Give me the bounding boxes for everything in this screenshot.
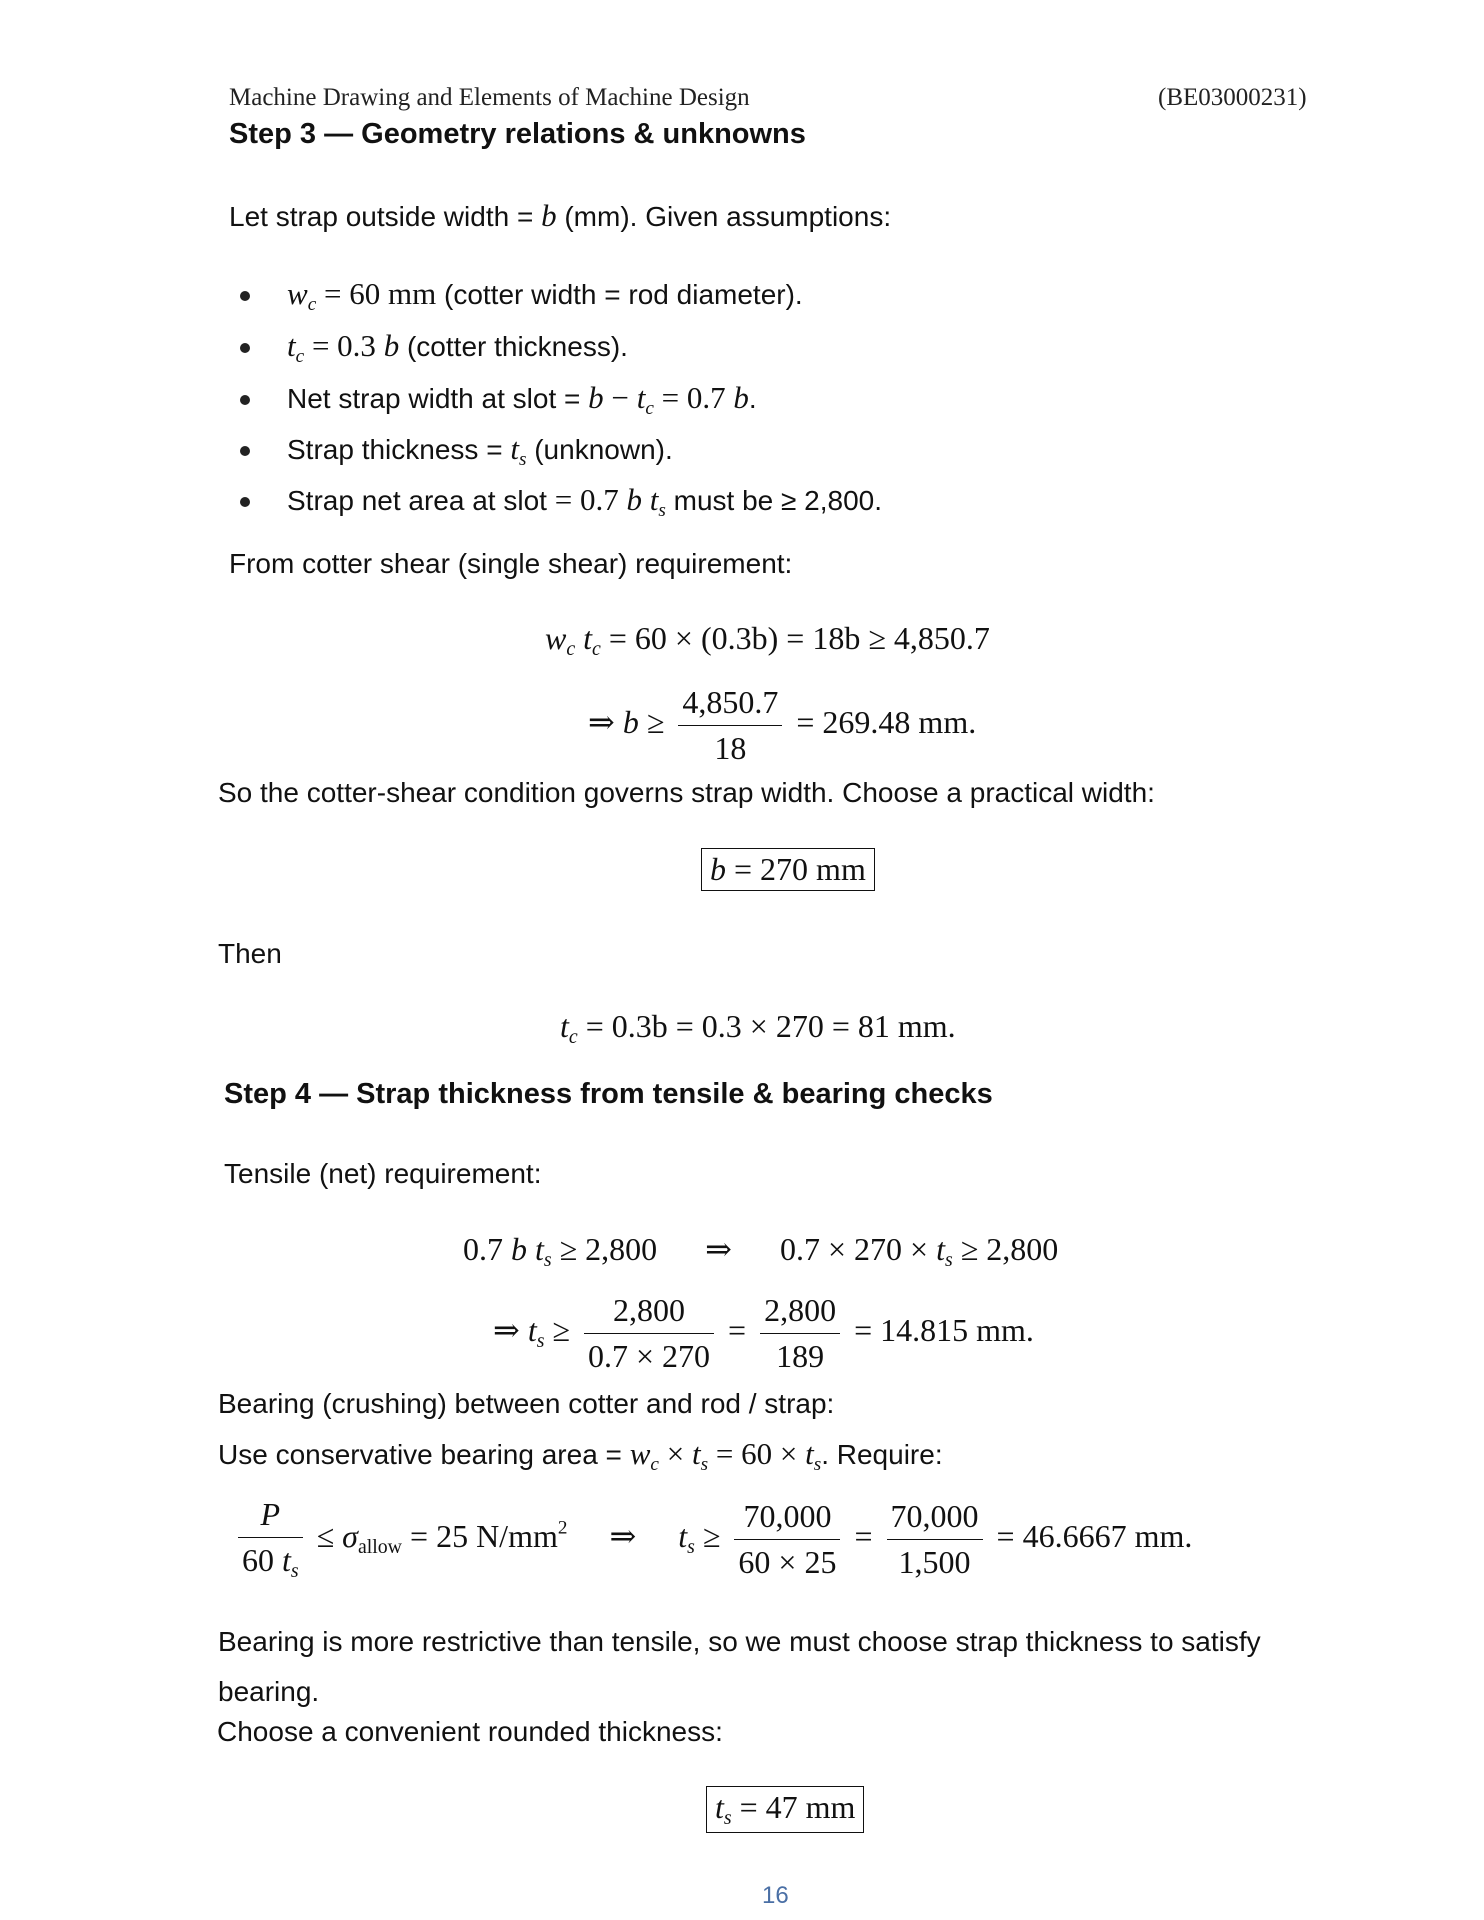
bullet-dot [240,291,250,301]
equation-tensile: 0.7 b $t_s \ge 2,800$ ⇒ $0.7 \times 270 \times t_s \ge 2,800$ [463,1231,1059,1271]
equation-cotter-shear: $w_c$ $t_c = 60 \times (0.3b) = 18b \ge 4,850.7$ [545,620,990,660]
running-header-code: (BE03000231) [1158,84,1307,111]
bullet-dot [240,343,250,353]
step3-intro: Let strap outside width = b (mm). Given assumptions: [229,198,892,233]
bullet-cotter-width: $w_c = 60$ mm (cotter width = rod diameter). [287,276,803,315]
step4-heading: Step 4 — Strap thickness from tensile & bearing checks [224,1078,993,1110]
equation-b-min: ⇒ b ≥ $\frac{4,850.7}{18}$ = 269.48 mm. [588,684,977,766]
bullet-net-strap-width: Net strap width at slot = $b - t_c = 0.7$ b. [287,380,757,419]
bearing-text-1: Bearing (crushing) between cotter and rod / strap: [218,1388,835,1419]
bullet-dot [240,395,250,405]
governs-text: So the cotter-shear condition governs strap width. Choose a practical width: [218,777,1155,808]
bullet-strap-net-area: Strap net area at slot = 0.7 b $t_s$ must be ≥ 2,800. [287,482,883,521]
page-number: 16 [762,1882,789,1909]
from-cotter-shear-text: From cotter shear (single shear) requirement: [229,548,793,579]
boxed-result-b: b = 270 mm [701,848,875,891]
tensile-requirement-text: Tensile (net) requirement: [224,1158,542,1189]
step3-heading: Step 3 — Geometry relations & unknowns [229,118,806,150]
bullet-dot [240,497,250,507]
running-header-title: Machine Drawing and Elements of Machine Design [229,84,750,111]
choose-thickness-text: Choose a convenient rounded thickness: [217,1716,723,1747]
bullet-cotter-thickness: $t_c = 0.3$ b (cotter thickness). [287,328,628,367]
equation-ts-tensile: ⇒ $t_s$ ≥ $\frac{2,800}{0.7 \times 270}$ = $\frac{2,800}{189}$ = 14.815 mm. [493,1292,1034,1374]
then-text: Then [218,938,282,969]
bearing-text-2: Use conservative bearing area = $w_c \times t_s = 60 \times t_s$. Require: [218,1436,943,1475]
boxed-result-ts: $t_s = 47$ mm [706,1786,864,1833]
bullet-strap-thickness: Strap thickness = $t_s$ (unknown). [287,431,673,470]
equation-bearing: $\frac{P}{60 t_s}$ ≤ $\sigma_{allow} = 25$ $N/mm^2$ ⇒ $t_s$ ≥ $\frac{70,000}{60 \times 25}$ = $\frac{70,000}{1,500}$ = 46.6667 mm. [238,1496,1192,1583]
bullet-dot [240,446,250,456]
restrictive-text-1: Bearing is more restrictive than tensile, so we must choose strap thickness to satisfy [218,1626,1261,1657]
equation-tc-value: $t_c = 0.3b = 0.3 \times 270 = 81$ mm. [560,1008,956,1048]
restrictive-text-2: bearing. [218,1676,320,1707]
